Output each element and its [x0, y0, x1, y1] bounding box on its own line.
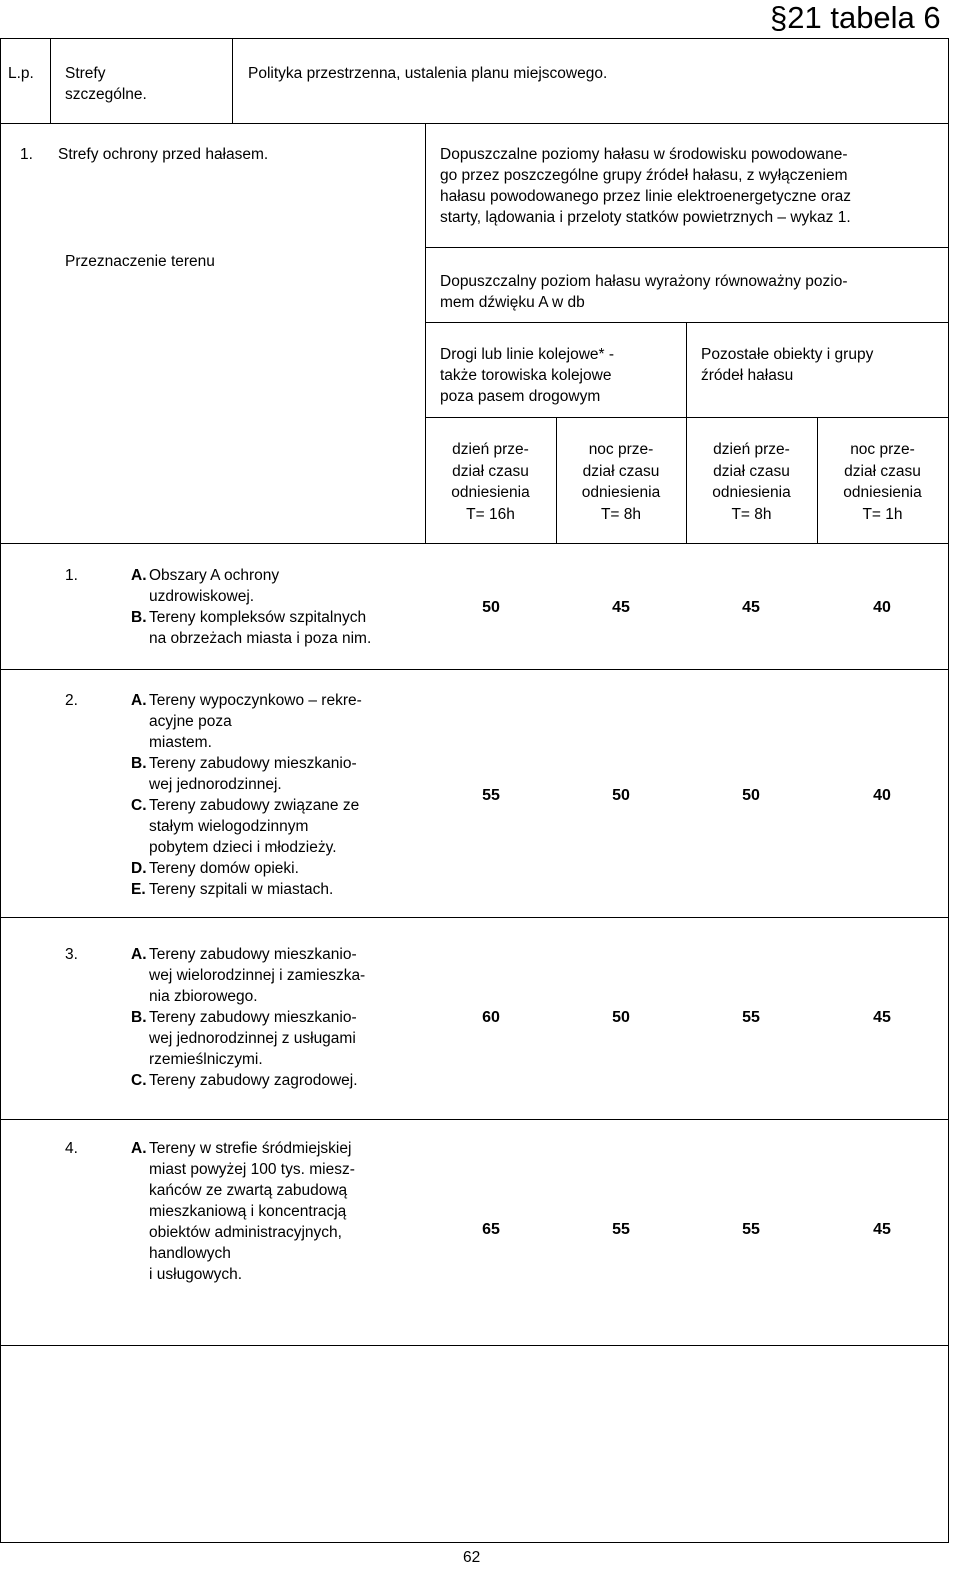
noise-level-value: 60 — [482, 1009, 500, 1026]
period-night-roads — [556, 439, 686, 525]
row-item-text: pobytem dzieci i młodzieży. — [149, 839, 337, 856]
row-item-text: obiektów administracyjnych, — [149, 1224, 342, 1241]
header-pozostale-line-2: źródeł hałasu — [701, 367, 794, 384]
header-strefy-line-2: szczególne. — [65, 86, 147, 103]
noise-level-value: 50 — [482, 599, 500, 616]
noise-level-value: 55 — [612, 1221, 630, 1238]
divider-groups — [425, 417, 949, 418]
row-item-text: wej jednorodzinnej z usługami — [149, 1030, 356, 1047]
row-item-text: Tereny wypoczynkowo – rekre- — [149, 692, 362, 709]
period-night-other — [817, 439, 948, 525]
noise-level-value: 45 — [742, 599, 760, 616]
row-number: 1. — [65, 567, 78, 584]
zone-number: 1. — [20, 146, 33, 163]
row-item-letter: A. — [131, 946, 147, 963]
divider-dopuszczalny — [425, 322, 949, 323]
zone-name: Strefy ochrony przed hałasem. — [58, 146, 269, 163]
divider-header-bottom — [0, 123, 949, 124]
divider-row-3 — [0, 1119, 949, 1120]
row-item-text: i usługowych. — [149, 1266, 243, 1283]
row-item-text: rzemieślniczymi. — [149, 1051, 263, 1068]
row-item-text: Tereny zabudowy mieszkanio- — [149, 755, 357, 772]
divider-strefy — [232, 38, 233, 124]
noise-level-value: 40 — [873, 599, 891, 616]
header-dopuszczalny-line-1: Dopuszczalny poziom hałasu wyrażony równoważny pozio- — [440, 273, 848, 290]
row-item-text: uzdrowiskowej. — [149, 588, 255, 605]
row-number: 4. — [65, 1140, 78, 1157]
row-item-text: Tereny kompleksów szpitalnych — [149, 609, 367, 626]
row-item-text: handlowych — [149, 1245, 231, 1262]
row-item-text: Tereny zabudowy mieszkanio- — [149, 1009, 357, 1026]
row-item-text: miast powyżej 100 tys. miesz- — [149, 1161, 355, 1178]
divider-table-header — [0, 543, 949, 544]
header-pozostale-line-1: Pozostałe obiekty i grupy — [701, 346, 874, 363]
header-drogi-line-2: także torowiska kolejowe — [440, 367, 612, 384]
row-item-text: kańców ze zwartą zabudową — [149, 1182, 348, 1199]
noise-level-value: 45 — [873, 1221, 891, 1238]
period-line: T= 8h — [731, 505, 772, 523]
border-right — [948, 38, 949, 1543]
period-line: T= 1h — [862, 505, 903, 523]
row-item-text: Tereny szpitali w miastach. — [149, 881, 334, 898]
row-item-text: miastem. — [149, 734, 212, 751]
row-item-letter: B. — [131, 609, 147, 626]
header-drogi-line-1: Drogi lub linie kolejowe* - — [440, 346, 615, 363]
row-item-text: Tereny zabudowy związane ze — [149, 797, 360, 814]
noise-level-value: 55 — [742, 1221, 760, 1238]
period-line: dział czasu — [713, 462, 790, 480]
zone-description-line-1: Dopuszczalne poziomy hałasu w środowisku powodowane- — [440, 146, 848, 163]
row-item-text: stałym wielogodzinnym — [149, 818, 309, 835]
period-line: T= 16h — [466, 505, 515, 523]
period-line: dział czasu — [582, 462, 660, 480]
border-top — [0, 38, 949, 39]
row-item-text: wej jednorodzinnej. — [149, 776, 282, 793]
row-item-letter: C. — [131, 797, 147, 814]
row-item-text: na obrzeżach miasta i poza nim. — [149, 630, 372, 647]
row-item-text: acyjne poza — [149, 713, 232, 730]
row-item-letter: A. — [131, 1140, 147, 1157]
row-item-letter: A. — [131, 567, 147, 584]
row-item-letter: B. — [131, 755, 147, 772]
period-line: noc prze- — [850, 441, 915, 458]
period-line: odniesienia — [712, 484, 791, 501]
divider-row-1 — [0, 669, 949, 670]
noise-level-value: 40 — [873, 787, 891, 804]
noise-level-value: 45 — [612, 599, 630, 616]
zone-description-line-3: hałasu powodowanego przez linie elektroenergetyczne oraz — [440, 188, 852, 205]
period-line: noc prze- — [588, 441, 654, 458]
zone-description-line-4: starty, lądowania i przeloty statków powietrznych – wykaz 1. — [440, 209, 851, 226]
header-strefy-line-1: Strefy — [65, 65, 106, 82]
header-polityka: Polityka przestrzenna, ustalenia planu miejscowego. — [248, 65, 608, 82]
row-number: 2. — [65, 692, 78, 709]
row-number: 3. — [65, 946, 78, 963]
header-lp: L.p. — [8, 65, 34, 82]
row-item-text: mieszkaniową i koncentracją — [149, 1203, 347, 1220]
divider-description — [425, 247, 949, 248]
row-item-text: Tereny domów opieki. — [149, 860, 299, 877]
period-line: T= 8h — [600, 505, 642, 523]
noise-level-value: 50 — [612, 1009, 630, 1026]
header-dopuszczalny-line-2: mem dźwięku A w db — [440, 294, 585, 311]
row-item-text: nia zbiorowego. — [149, 988, 258, 1005]
period-line: odniesienia — [451, 484, 530, 501]
noise-level-value: 45 — [873, 1009, 891, 1026]
row-item-text: Tereny zabudowy zagrodowej. — [149, 1072, 358, 1089]
period-line: dział czasu — [452, 462, 529, 480]
header-drogi-line-3: poza pasem drogowym — [440, 388, 601, 405]
divider-row-2 — [0, 917, 949, 918]
row-item-letter: C. — [131, 1072, 147, 1089]
period-day-other — [686, 439, 817, 525]
row-item-letter: E. — [131, 881, 146, 898]
row-item-letter: B. — [131, 1009, 147, 1026]
header-przeznaczenie: Przeznaczenie terenu — [65, 253, 215, 270]
row-item-text: Tereny w strefie śródmiejskiej — [149, 1140, 352, 1157]
page-number: 62 — [463, 1549, 481, 1566]
period-line: dzień prze- — [452, 441, 529, 458]
period-line: dzień prze- — [713, 441, 790, 458]
border-bottom — [0, 1542, 949, 1543]
noise-level-value: 55 — [742, 1009, 760, 1026]
period-line: odniesienia — [843, 484, 922, 501]
noise-level-value: 50 — [742, 787, 760, 804]
period-day-roads — [425, 439, 556, 525]
row-item-letter: D. — [131, 860, 147, 877]
divider-lp — [50, 38, 51, 124]
noise-level-value: 65 — [482, 1221, 500, 1238]
table-heading: §21 tabela 6 — [770, 0, 941, 35]
row-item-text: Obszary A ochrony — [149, 567, 280, 584]
row-item-text: Tereny zabudowy mieszkanio- — [149, 946, 357, 963]
row-item-text: wej wielorodzinnej i zamieszka- — [149, 967, 366, 984]
period-line: dział czasu — [844, 462, 921, 480]
divider-row-4 — [0, 1345, 949, 1346]
period-line: odniesienia — [581, 484, 661, 501]
zone-description-line-2: go przez poszczególne grupy źródeł hałasu, z wyłączeniem — [440, 167, 848, 184]
border-left — [0, 38, 1, 1543]
noise-level-value: 50 — [612, 787, 630, 804]
row-item-letter: A. — [131, 692, 147, 709]
noise-level-value: 55 — [482, 787, 500, 804]
